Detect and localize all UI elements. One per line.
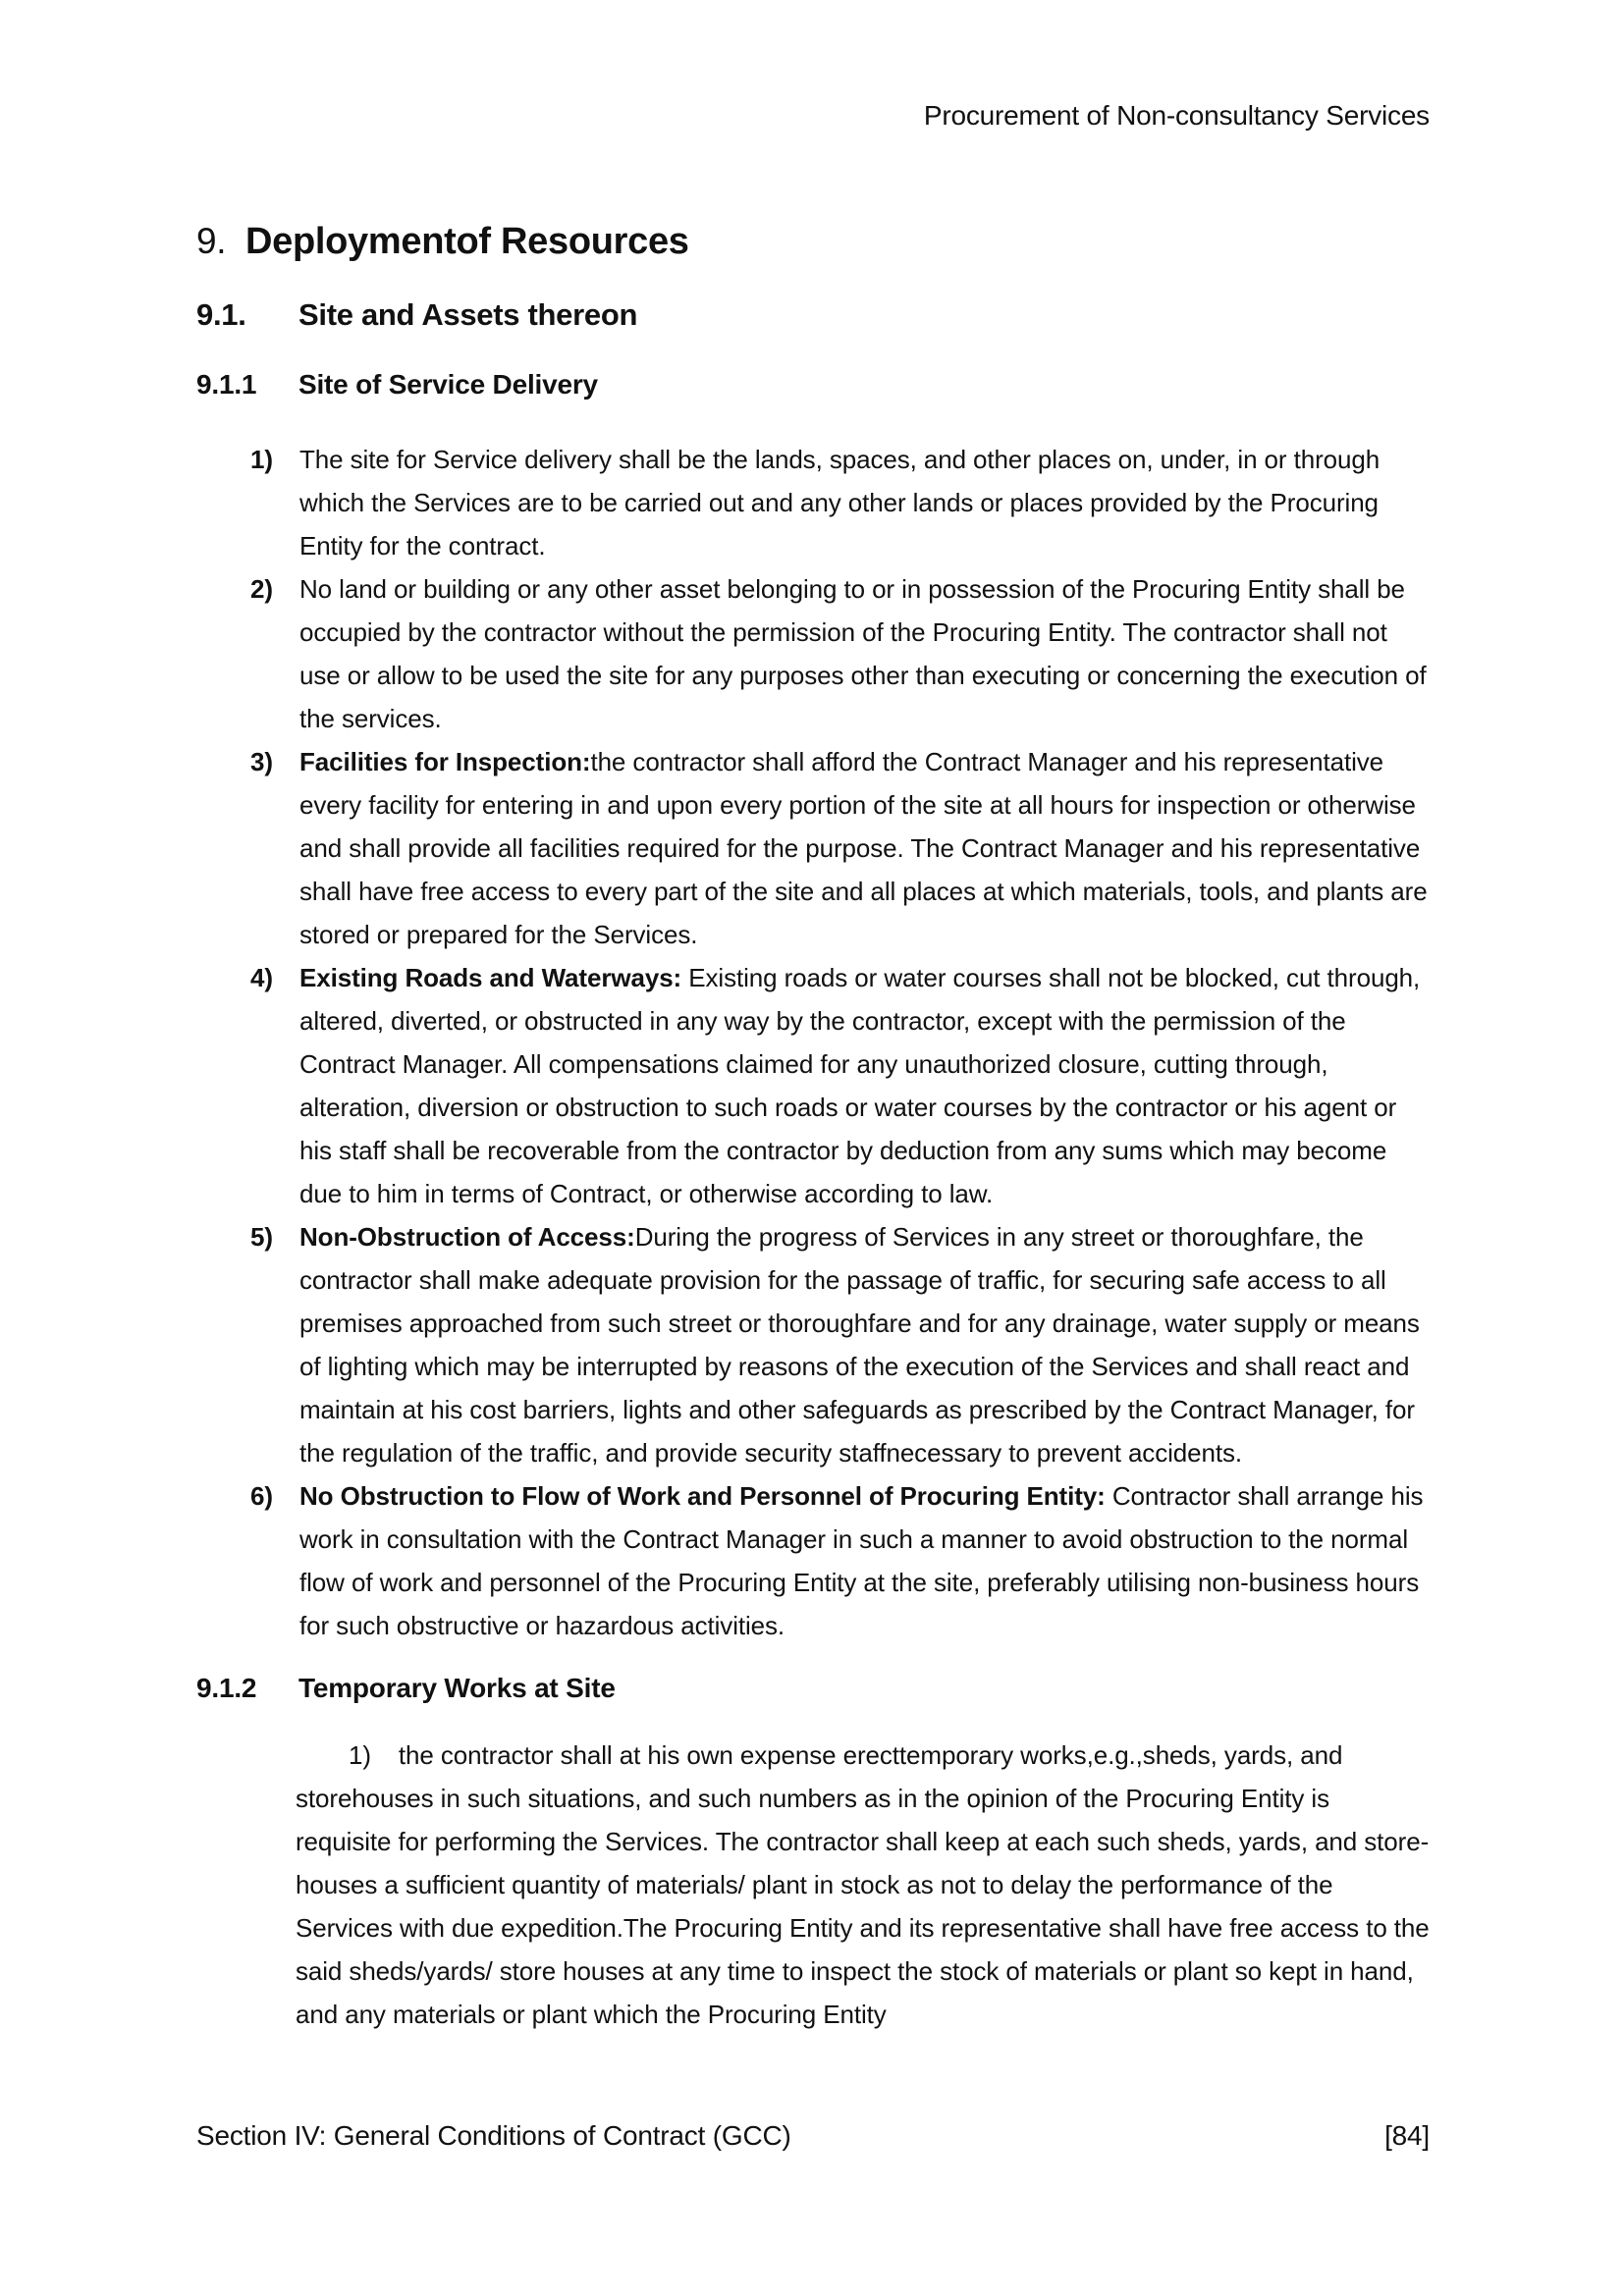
list-item-text xyxy=(299,1215,1430,1474)
section-number: 9.1. xyxy=(196,297,246,332)
list-item-body: the contractor shall afford the Contract Manager and his representative every facility for entering in and upon every portion of the site at all hours for inspection or otherwise and shall provide all facilities required for the purpose. The Contract Manager and his representative shall have free access to every part of the site and all places at which materials, tools, and plants are stored or prepared for the Services. xyxy=(299,747,1428,949)
list-item-marker: 2) xyxy=(250,574,273,604)
section-title-text: Site and Assets thereon xyxy=(298,297,638,332)
subsection-title-text: Temporary Works at Site xyxy=(298,1673,616,1703)
subsection-heading-9-1-2 xyxy=(196,1671,1430,1706)
list-item-marker: 6) xyxy=(250,1481,273,1511)
list-item-body: Existing roads or water courses shall not be blocked, cut through, altered, diverted, or obstructed in any way by the contractor, except with the permission of the Contract Manager. All compensations claimed for any unauthorized closure, cutting through, alteration, diversion or obstruction to such roads or water courses by the contractor or his agent or his staff shall be recoverable from the contractor by deduction from any sums which may become due to him in terms of Contract, or otherwise according to law. xyxy=(299,963,1421,1208)
list-item-text xyxy=(299,956,1430,1215)
chapter-number: 9. xyxy=(196,221,227,261)
list-item-text xyxy=(299,438,1430,567)
list-item-label: Facilities for Inspection: xyxy=(299,747,591,776)
body-paragraph xyxy=(296,1734,1430,2036)
numbered-list xyxy=(196,438,1430,1647)
list-item-text xyxy=(299,740,1430,956)
list-item-body: During the progress of Services in any street or thoroughfare, the contractor shall make adequate provision for the passage of traffic, for securing safe access to all premises approached from such street or thoroughfare and for any drainage, water supply or means of lighting which may be interrupted by reasons of the execution of the Services and shall react and maintain at his cost barriers, lights and other safeguards as prescribed by the Contract Manager, for the regulation of the traffic, and provide security staffnecessary to prevent accidents. xyxy=(299,1222,1420,1468)
chapter-heading xyxy=(196,219,1430,264)
paragraph-marker: 1) xyxy=(349,1740,371,1770)
list-item-text xyxy=(299,567,1430,740)
list-item-marker: 4) xyxy=(250,963,273,992)
chapter-title-text: Deploymentof Resources xyxy=(245,221,689,262)
list-item-label: Existing Roads and Waterways: xyxy=(299,963,682,992)
list-item xyxy=(196,956,1430,1215)
subsection-title-text: Site of Service Delivery xyxy=(298,369,598,400)
list-item-body: The site for Service delivery shall be the lands, spaces, and other places on, under, in or through which the Services are to be carried out and any other lands or places provided by the Procuring Entity for the contract. xyxy=(299,445,1380,561)
footer-page-number: [84] xyxy=(1384,2120,1430,2151)
subsection-number: 9.1.1 xyxy=(196,369,257,400)
list-item xyxy=(196,740,1430,956)
subsection-number: 9.1.2 xyxy=(196,1673,257,1703)
list-item-marker: 3) xyxy=(250,747,273,776)
list-item-label: Non-Obstruction of Access: xyxy=(299,1222,635,1252)
list-item-text xyxy=(299,1474,1430,1647)
list-item-marker: 1) xyxy=(250,445,273,474)
list-item-label: No Obstruction to Flow of Work and Personnel of Procuring Entity: xyxy=(299,1481,1106,1511)
page-header xyxy=(0,0,1624,133)
list-item xyxy=(196,1215,1430,1474)
page-content xyxy=(0,219,1624,2036)
list-item xyxy=(196,438,1430,567)
header-title: Procurement of Non-consultancy Services xyxy=(923,100,1430,131)
list-item-marker: 5) xyxy=(250,1222,273,1252)
subsection-heading-9-1-1 xyxy=(196,367,1430,402)
list-item xyxy=(196,567,1430,740)
paragraph-text: the contractor shall at his own expense erecttemporary works,e.g.,sheds, yards, and storehouses in such situations, and such numbers as in the opinion of the Procuring Entity is requisite for performing the Services. The contractor shall keep at each such sheds, yards, and store-houses a sufficient quantity of materials/ plant in stock as not to delay the performance of the Services with due expedition.The Procuring Entity and its representative shall have free access to the said sheds/yards/ store houses at any time to inspect the stock of materials or plant so kept in hand, and any materials or plant which the Procuring Entity xyxy=(296,1740,1430,2029)
list-item-body: Contractor shall arrange his work in consultation with the Contract Manager in such a manner to avoid obstruction to the normal flow of work and personnel of the Procuring Entity at the site, preferably utilising non-business hours for such obstructive or hazardous activities. xyxy=(299,1481,1424,1640)
list-item xyxy=(196,1474,1430,1647)
list-item-body: No land or building or any other asset belonging to or in possession of the Procuring Entity shall be occupied by the contractor without the permission of the Procuring Entity. The contractor shall not use or allow to be used the site for any purposes other than executing or concerning the execution of the services. xyxy=(299,574,1427,733)
footer-section-label: Section IV: General Conditions of Contract (GCC) xyxy=(196,2120,791,2151)
page-footer xyxy=(196,2118,1430,2154)
section-heading-9-1 xyxy=(196,295,1430,335)
